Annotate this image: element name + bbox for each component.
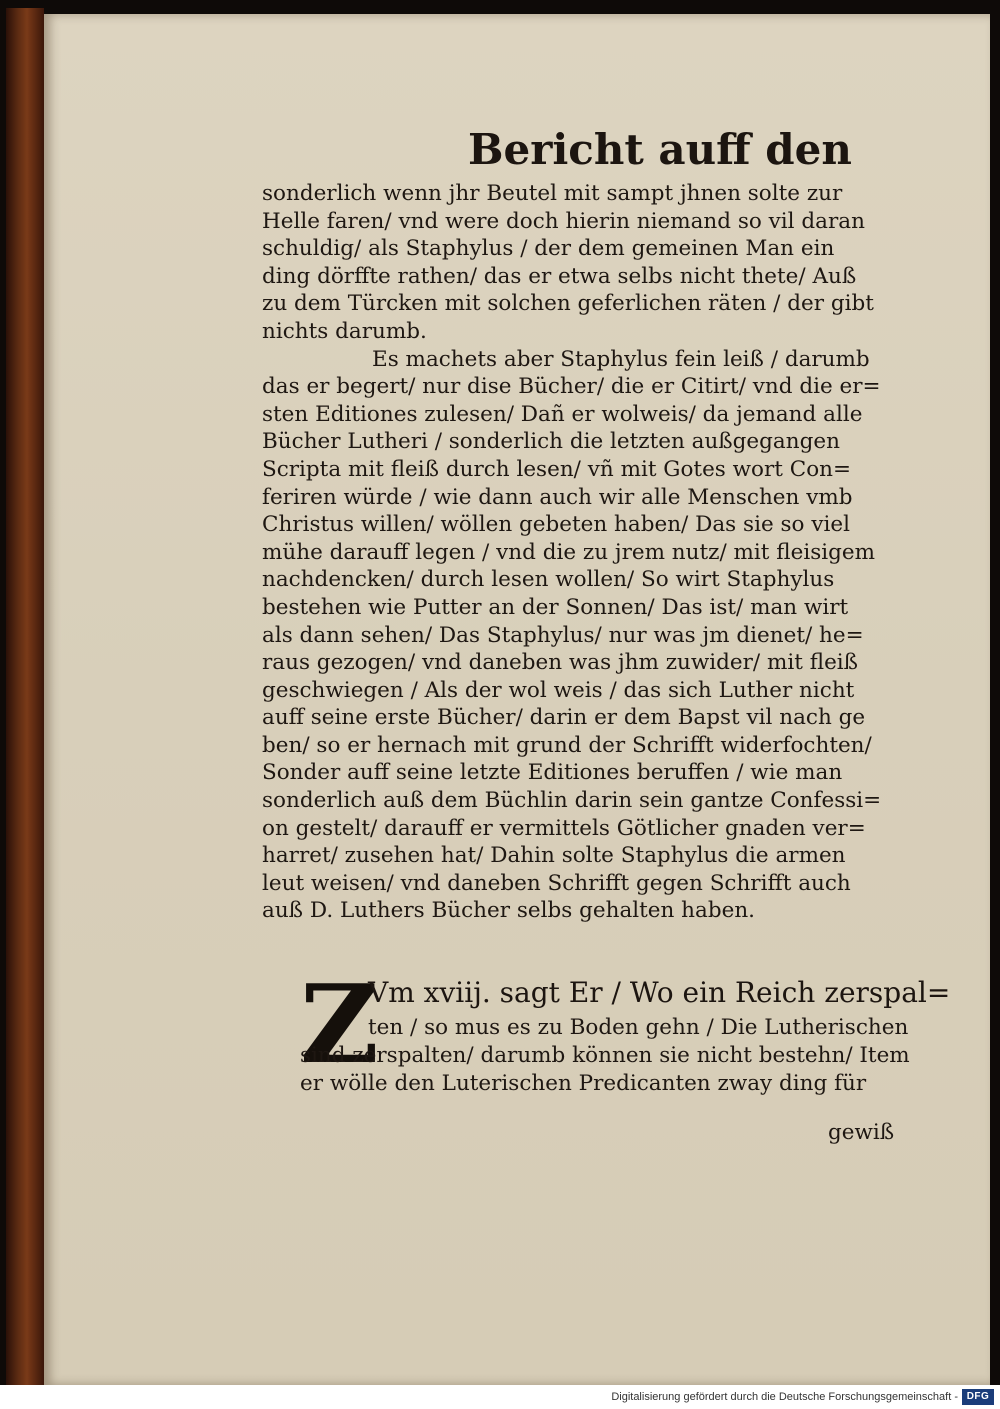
text-line: nichts darumb. xyxy=(262,318,427,344)
text-line: nachdencken/ durch lesen wollen/ So wirt Staphylus xyxy=(262,567,835,593)
text-line: harret/ zusehen hat/ Dahin solte Staphylus die armen xyxy=(262,843,846,869)
text-line: das er begert/ nur dise Bücher/ die er Citirt/ vnd die er= xyxy=(262,374,881,400)
text-line: zu dem Türcken mit solchen geferlichen räten / der gibt xyxy=(262,291,874,317)
text-line: Sonder auff seine letzte Editiones beruffen / wie man xyxy=(262,760,843,786)
text-line: geschwiegen / Als der wol weis / das sich Luther nicht xyxy=(262,677,855,703)
text-line: auff seine erste Bücher/ darin er dem Bapst vil nach ge xyxy=(262,705,866,731)
footer-bar xyxy=(0,1386,1000,1409)
body-text xyxy=(262,180,912,925)
text-line: raus gezogen/ vnd daneben was jhm zuwider/ mit fleiß xyxy=(262,650,859,676)
drop-initial: Z xyxy=(300,962,379,1088)
text-line: feriren würde / wie dann auch wir alle Menschen vmb xyxy=(262,484,853,510)
text-line: sten Editiones zulesen/ Dañ er wolweis/ da jemand alle xyxy=(262,401,863,427)
text-line: leut weisen/ vnd daneben Schrifft gegen Schrifft auch xyxy=(262,870,851,896)
text-line: Helle faren/ vnd were doch hierin niemand so vil daran xyxy=(262,208,865,234)
text-line: Bücher Lutheri / sonderlich die letzten außgegangen xyxy=(262,429,840,455)
text-line: sind zerspalten/ darumb können sie nicht bestehn/ Item xyxy=(300,1043,910,1068)
dfg-logo-icon[interactable]: DFG xyxy=(962,1389,994,1405)
paragraph-start-line: Es machets aber Staphylus fein leiß / darumb xyxy=(372,346,870,372)
running-title: Bericht auff den xyxy=(468,125,852,174)
text-line: Christus willen/ wöllen gebeten haben/ Das sie so viel xyxy=(262,512,850,538)
text-line: sonderlich wenn jhr Beutel mit sampt jhnen solte zur xyxy=(262,181,843,206)
chapter-second-line: ten / so mus es zu Boden gehn / Die Lutherischen xyxy=(368,1015,909,1040)
text-line: schuldig/ als Staphylus / der dem gemeinen Man ein xyxy=(262,236,835,262)
text-line: ding dörffte rathen/ das er etwa selbs nicht thete/ Auß xyxy=(262,263,857,289)
text-line: auß D. Luthers Bücher selbs gehalten haben. xyxy=(262,898,756,924)
funding-credit: Digitalisierung gefördert durch die Deutsche Forschungsgemeinschaft - xyxy=(611,1391,958,1403)
text-line: er wölle den Luterischen Predicanten zway ding für xyxy=(300,1071,867,1096)
text-line: sonderlich auß dem Büchlin darin sein gantze Confessi= xyxy=(262,788,882,814)
text-line: als dann sehen/ Das Staphylus/ nur was jm dienet/ he= xyxy=(262,622,864,648)
text-line: bestehen wie Putter an der Sonnen/ Das ist/ man wirt xyxy=(262,594,849,620)
book-spine xyxy=(6,8,44,1385)
text-line: ben/ so er hernach mit grund der Schrifft widerfochten/ xyxy=(262,732,872,758)
text-line: on gestelt/ darauff er vermittels Götlicher gnaden ver= xyxy=(262,815,866,841)
text-line: Scripta mit fleiß durch lesen/ vñ mit Gotes wort Con= xyxy=(262,456,852,482)
chapter-block xyxy=(262,962,951,1140)
text-line: mühe darauff legen / vnd die zu jrem nutz/ mit fleisigem xyxy=(262,539,876,565)
catchword: gewiß xyxy=(828,1120,895,1145)
chapter-first-line: Vm xviij. sagt Er / Wo ein Reich zerspal= xyxy=(368,976,951,1009)
